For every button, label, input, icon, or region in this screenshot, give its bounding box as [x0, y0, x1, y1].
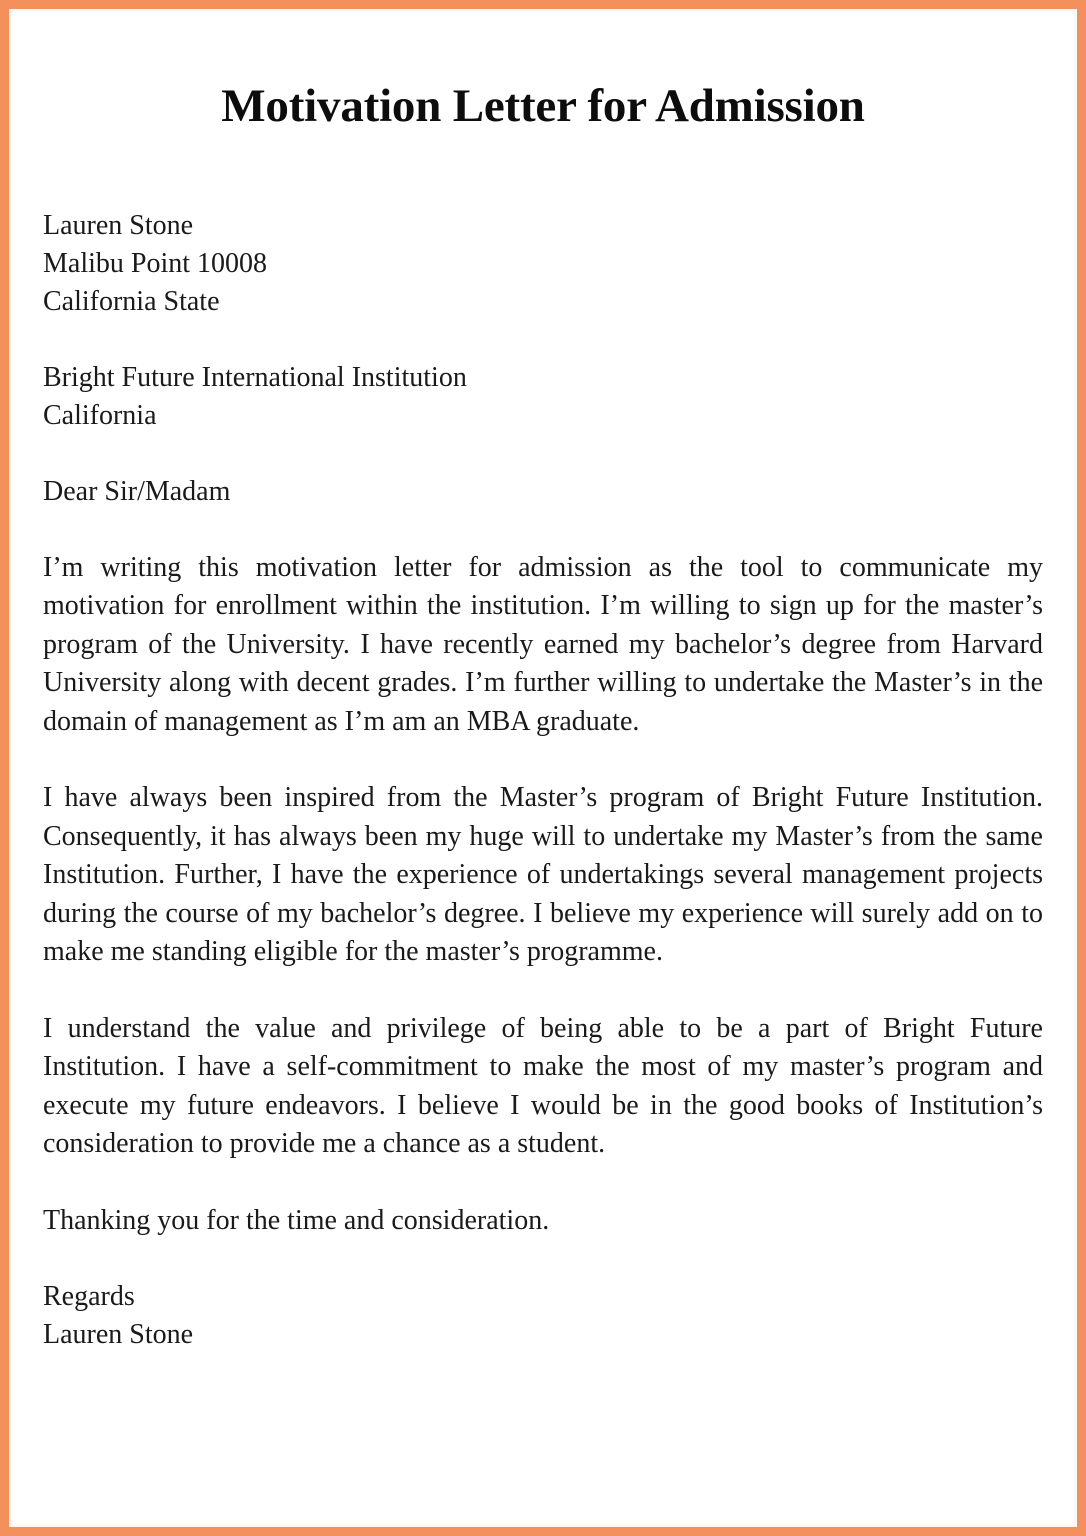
sender-address-block [43, 207, 1043, 321]
page-title: Motivation Letter for Admission [221, 80, 865, 132]
spacer-paragraph-1 [43, 741, 1043, 779]
sender-street: Malibu Point 10008 [43, 247, 268, 279]
valediction: Regards [43, 1281, 135, 1313]
signature-name: Lauren Stone [43, 1319, 194, 1351]
recipient-location: California [43, 399, 157, 431]
sender-name: Lauren Stone [43, 209, 194, 241]
spacer-before-closing [43, 1240, 1043, 1278]
recipient-institution: Bright Future International Institution [43, 361, 467, 393]
body-paragraph-3: I understand the value and privilege of being able to be a part of Bright Future Institution. I have a self-commitment to make the most of my master’s program and execute my future endeavors. I believe I would be in the good books of Institution’s consideration to provide me a chance as a student. [43, 1012, 1043, 1160]
spacer-paragraph-2 [43, 972, 1043, 1010]
spacer-paragraph-3 [43, 1164, 1043, 1202]
body-paragraph-4: Thanking you for the time and consideration. [43, 1204, 550, 1236]
letter-page [12, 12, 1074, 1524]
sender-region: California State [43, 285, 220, 317]
salutation: Dear Sir/Madam [43, 475, 231, 507]
body-paragraph-2: I have always been inspired from the Master’s program of Bright Future Institution. Consequently, it has always been my huge will to undertake my Master’s from the same Institution. Further, I have the experience of undertakings several management projects during the course of my bachelor’s degree. I believe my experience will surely add on to make me standing eligible for the master’s programme. [43, 782, 1043, 968]
body-paragraph-1: I’m writing this motivation letter for admission as the tool to communicate my motivation for enrollment within the institution. I’m willing to sign up for the master’s program of the University. I have recently earned my bachelor’s degree from Harvard University along with decent grades. I’m further willing to undertake the Master’s in the domain of management as I’m am an MBA graduate. [43, 551, 1043, 737]
spacer-after-recipient [43, 435, 1043, 473]
spacer-after-salutation [43, 511, 1043, 549]
page-inner-gap [9, 9, 1077, 1527]
closing-block [43, 1278, 1043, 1354]
recipient-address-block [43, 359, 1043, 435]
letter-content [12, 207, 1074, 1355]
spacer-after-sender [43, 321, 1043, 359]
